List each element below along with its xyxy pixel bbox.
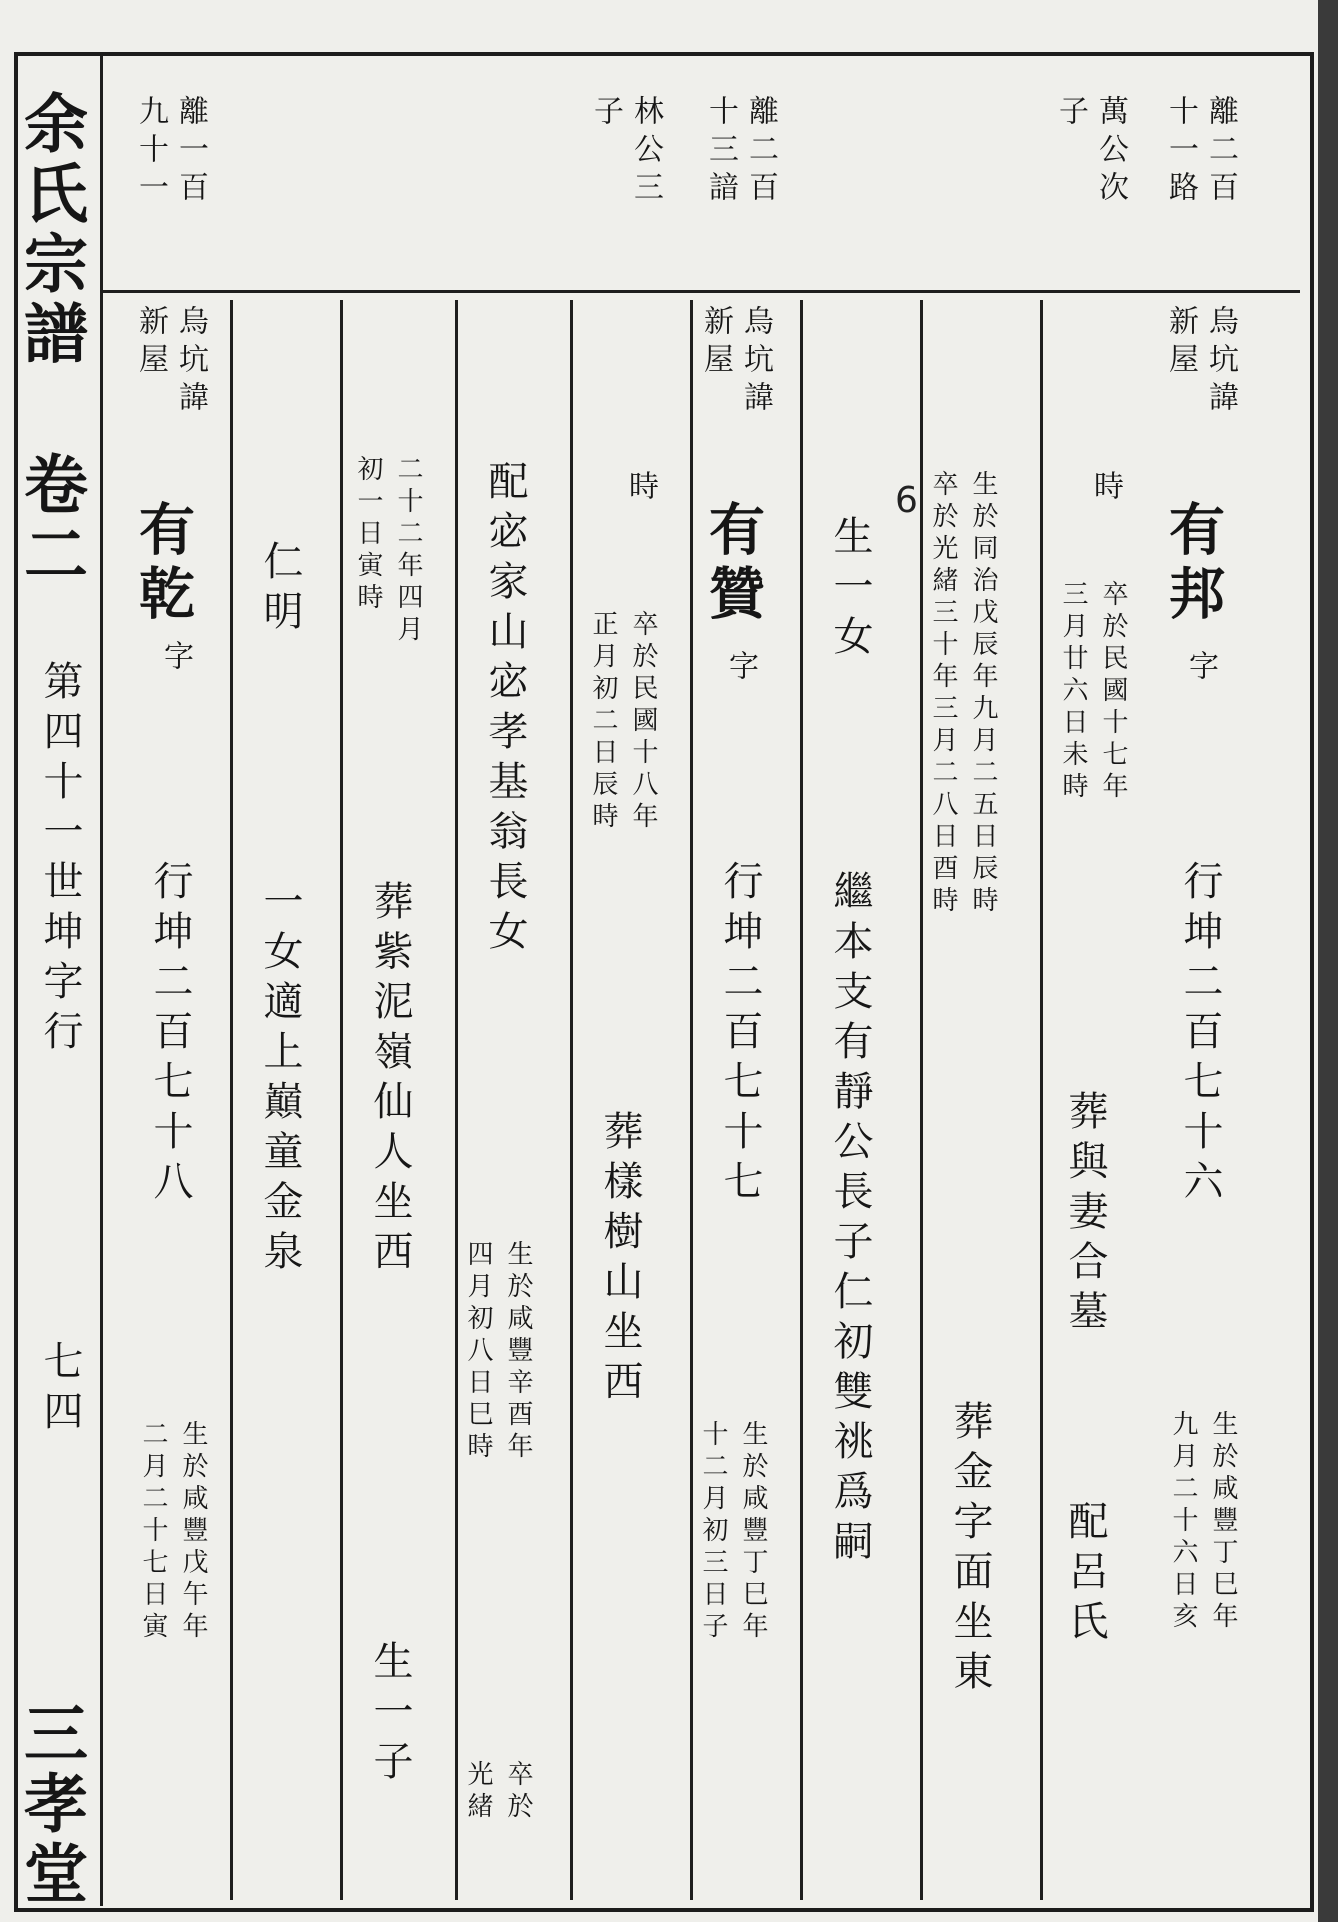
location-text: 烏坑諱 [738,305,773,419]
column-rule [800,300,803,1900]
person-name: 有乾 [130,500,196,628]
death-text: 卒於民國十八年 [628,610,658,834]
register-line: 離二百 [743,95,778,209]
person-name: 有邦 [1160,500,1226,628]
death-text: 正月初二日辰時 [588,610,618,834]
child-text: 一女適上巔童金泉 [257,880,303,1280]
rank-text: 行坤二百七十六 [1177,860,1223,1210]
spouse-text: 配宓家山宓孝基翁長女 [482,460,528,960]
courtesy-label: 字 [723,650,758,688]
register-line: 萬公次 [1093,95,1128,209]
margin-rule [100,56,103,1906]
time-label: 時 [1088,470,1123,508]
register-line: 十一路 [1163,95,1198,209]
rank-text: 行坤二百七十八 [147,860,193,1210]
column-rule [690,300,693,1900]
person-name: 仁明 [257,540,303,640]
time-label: 時 [623,470,658,508]
birth-text: 生於咸豐戊午年 [178,1420,208,1644]
location-text: 烏坑諱 [1203,305,1238,419]
burial-text: 葬金字面坐東 [947,1400,993,1700]
page-number: 七四 [37,1340,83,1440]
death-text: 光緒 [463,1760,493,1824]
register-line: 九十一 [133,95,168,209]
adoption-text: 繼本支有靜公長子仁初雙祧爲嗣 [827,870,873,1570]
death-text: 三月廿六日未時 [1058,580,1088,804]
spouse-text: 配呂氏 [1062,1500,1108,1650]
courtesy-label: 字 [158,640,193,678]
death-date: 初一日寅時 [353,455,383,615]
register-line: 離二百 [1203,95,1238,209]
register-line: 子 [1053,95,1088,133]
person-name: 有贊 [700,500,766,628]
death-text: 卒於民國十七年 [1098,580,1128,804]
birth-text: 生於咸豐丁巳年 [1208,1410,1238,1634]
generation-label: 第四十一世坤字行 [37,660,83,1060]
death-text: 卒於光緒三十年三月二八日酉時 [928,470,958,918]
location-text: 烏坑諱 [173,305,208,419]
birth-text: 四月初八日巳時 [463,1240,493,1464]
death-text: 卒於 [503,1760,533,1824]
column-rule [230,300,233,1900]
birth-text: 生於咸豐辛酉年 [503,1240,533,1464]
page-frame [14,52,1314,1912]
register-line: 離一百 [173,95,208,209]
register-divider [100,290,1300,293]
register-line: 十三諳 [703,95,738,209]
column-rule [455,300,458,1900]
birth-text: 九月二十六日亥 [1168,1410,1198,1634]
birth-text: 二月二十七日寅 [138,1420,168,1644]
death-date: 二十二年四月 [393,455,423,647]
birth-text: 生於咸豐丁巳年 [738,1420,768,1644]
page-edge-shadow [1318,0,1338,1922]
child-text: 生一女 [827,515,873,665]
column-rule [570,300,573,1900]
register-line: 子 [588,95,623,133]
burial-text: 葬紫泥嶺仙人坐西 [367,880,413,1280]
hall-name: 三孝堂 [13,1700,88,1910]
birth-text: 十二月初三日子 [698,1420,728,1644]
child-text: 生一子 [367,1640,413,1790]
location-text: 新屋 [698,305,733,381]
burial-text: 葬樣樹山坐西 [597,1110,643,1410]
book-title: 余氏宗譜 卷二 [13,90,88,591]
location-text: 新屋 [1163,305,1198,381]
courtesy-label: 字 [1183,650,1218,688]
register-line: 林公三 [628,95,663,209]
column-rule [340,300,343,1900]
column-rule [1040,300,1043,1900]
rank-text: 行坤二百七十七 [717,860,763,1210]
burial-text: 葬與妻合墓 [1062,1090,1108,1340]
location-text: 新屋 [133,305,168,381]
column-rule [920,300,923,1900]
birth-text: 生於同治戊辰年九月二五日辰時 [968,470,998,918]
handwritten-mark: 6 [895,480,918,521]
